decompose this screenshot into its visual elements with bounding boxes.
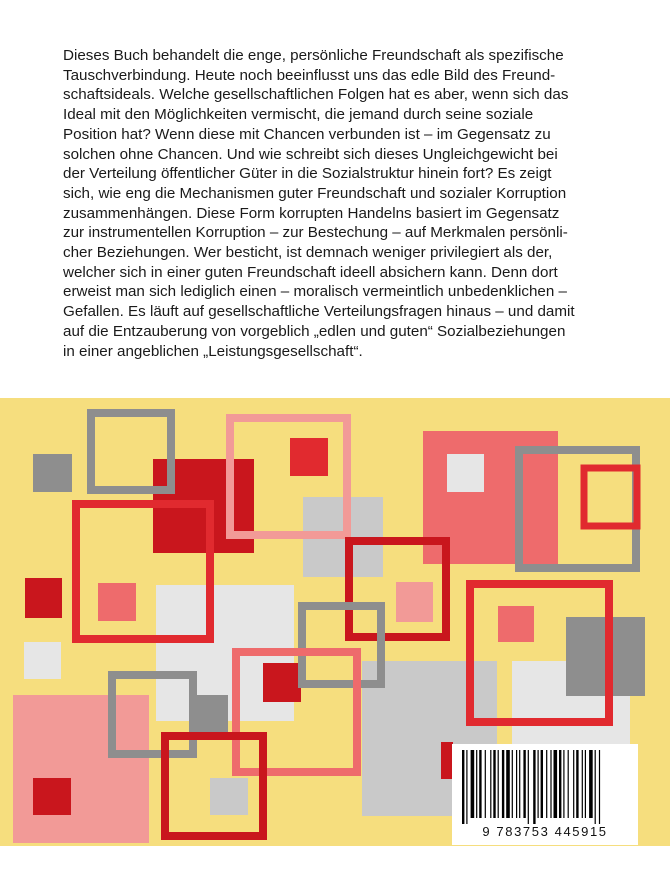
barcode-bar <box>502 750 504 818</box>
back-cover-blurb <box>63 46 623 361</box>
blurb-line: Tauschverbindung. Heute noch beeinflusst uns das edle Bild des Freund- <box>63 66 556 84</box>
barcode-bar <box>550 750 551 818</box>
barcode-bar <box>519 750 520 818</box>
blurb-line: sich, wie eng die Mechanismen guter Freundschaft und sozialer Korruption <box>63 184 567 202</box>
filled-square <box>290 438 328 476</box>
blurb-line: der Verteilung öffentlicher Güter in die Sozialstruktur hinein fort? Es zeigt <box>63 165 552 183</box>
barcode-bar <box>559 750 561 818</box>
barcode-bar <box>466 750 467 824</box>
barcode-bar <box>528 750 529 824</box>
blurb-line: Gefallen. Es läuft auf gesellschaftliche Verteilungsfragen hinaus – und damit <box>63 303 575 321</box>
barcode-bar <box>546 750 547 818</box>
barcode-bar <box>599 750 600 824</box>
filled-square <box>447 454 484 492</box>
barcode-bar <box>476 750 477 818</box>
blurb-line: Position hat? Wenn diese mit Chancen verbunden ist – im Gegensatz zu <box>63 125 551 143</box>
blurb-line: cher Beziehungen. Wer besticht, ist demnach weniger privilegiert als der, <box>63 244 553 262</box>
barcode-bar <box>498 750 499 818</box>
barcode-bar <box>595 750 596 824</box>
isbn-number: 9 783753 445915 <box>482 824 608 839</box>
barcode-bar <box>541 750 543 818</box>
barcode-bar <box>533 750 535 824</box>
barcode-bar <box>554 750 558 818</box>
barcode-bar <box>490 750 491 818</box>
barcode-bar <box>568 750 569 818</box>
blurb-line: zusammenhängen. Diese Form korrupten Handelns basiert im Gegensatz <box>63 204 560 222</box>
barcode-bar <box>485 750 486 818</box>
blurb-line: zur instrumentellen Korruption – zur Bestechung – auf Merkmalen persönli- <box>63 224 568 242</box>
barcode-bar <box>563 750 564 818</box>
filled-square <box>210 778 248 815</box>
barcode <box>452 744 638 845</box>
filled-square <box>24 642 61 679</box>
blurb-line: auf die Entzauberung von vorgeblich „edlen und guten“ Sozialbeziehungen <box>63 322 566 340</box>
barcode-bar <box>471 750 475 818</box>
barcode-bar <box>585 750 586 818</box>
barcode-bar <box>512 750 513 818</box>
barcode-bar <box>462 750 464 824</box>
barcode-bars <box>458 750 632 824</box>
blurb-line: Ideal mit den Möglichkeiten vermischt, die jemand durch seine soziale <box>63 106 534 124</box>
barcode-bar <box>523 750 525 818</box>
filled-square <box>33 778 71 815</box>
filled-square <box>25 578 62 618</box>
filled-square <box>33 454 72 492</box>
barcode-bar <box>516 750 517 818</box>
outline-square <box>584 468 637 526</box>
filled-square <box>498 606 534 642</box>
barcode-bar <box>576 750 578 818</box>
barcode-bar <box>506 750 510 818</box>
barcode-bar <box>493 750 495 818</box>
blurb-line: in einer angeblichen „Leistungsgesellschaft“. <box>63 342 363 360</box>
filled-square <box>396 582 433 622</box>
filled-square <box>13 695 149 843</box>
barcode-bar <box>582 750 583 818</box>
blurb-line: solchen ohne Chancen. Und wie schreibt sich dieses Ungleichgewicht bei <box>63 145 558 163</box>
filled-square <box>98 583 136 621</box>
abstract-squares-artwork <box>0 398 670 846</box>
barcode-bar <box>538 750 539 818</box>
barcode-bar <box>589 750 593 818</box>
barcode-bar <box>573 750 574 818</box>
blurb-line: Dieses Buch behandelt die enge, persönliche Freundschaft als spezifische <box>63 47 564 64</box>
blurb-line: erweist man sich lediglich einen – moralisch vermeintlich unbedenklichen – <box>63 283 567 301</box>
barcode-bar <box>479 750 481 818</box>
blurb-line: schaftsideals. Welche gesellschaftlichen Folgen hat es aber, wenn sich das <box>63 86 569 104</box>
filled-square <box>263 663 301 702</box>
blurb-line: welcher sich in einer guten Freundschaft ideell absichern kann. Denn dort <box>63 263 558 281</box>
